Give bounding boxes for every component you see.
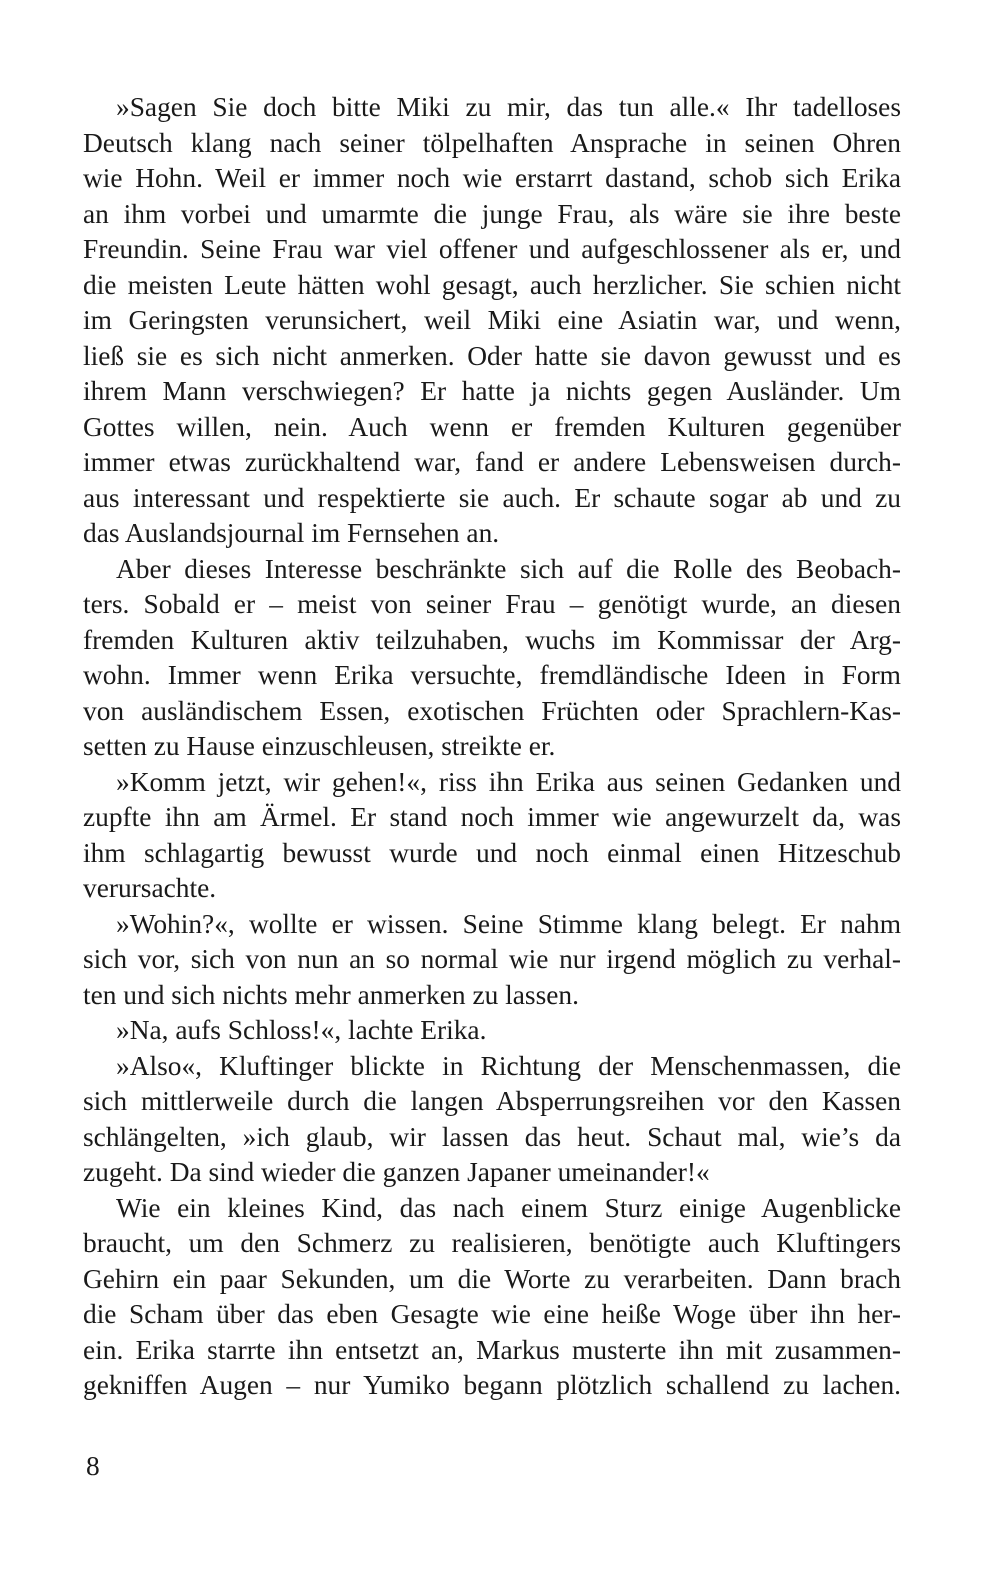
text-line: Freundin. Seine Frau war viel offener und aufgeschlossener als er, und — [83, 234, 901, 264]
text-line: Gehirn ein paar Sekunden, um die Worte zu verarbeiten. Dann brach — [83, 1263, 901, 1294]
text-line: das Auslandsjournal im Fernsehen an. — [83, 518, 500, 548]
text-line: sich vor, sich von nun an so normal wie nur irgend möglich zu verhal- — [83, 944, 901, 974]
text-line: die meisten Leute hätten wohl gesagt, auch herzlicher. Sie schien nicht — [83, 269, 901, 300]
text-line: verursachte. — [83, 873, 217, 903]
text-line: ihrem Mann verschwiegen? Er hatte ja nichts gegen Ausländer. Um — [83, 376, 901, 406]
text-line: »Sagen Sie doch bitte Miki zu mir, das tun alle.« Ihr tadelloses — [116, 92, 901, 122]
text-line: immer etwas zurückhaltend war, fand er andere Lebensweisen durch- — [83, 447, 901, 477]
text-line: ließ sie es sich nicht anmerken. Oder hatte sie davon gewusst und es — [83, 340, 901, 371]
text-line: die Scham über das eben Gesagte wie eine heiße Woge über ihn her- — [83, 1299, 901, 1329]
text-line: von ausländischem Essen, exotischen Früchten oder Sprachlern-Kas- — [83, 695, 901, 726]
text-line: an ihm vorbei und umarmte die junge Frau, als wäre sie ihre beste — [83, 198, 901, 229]
page-number: 8 — [86, 1451, 100, 1481]
text-line: »Also«, Kluftinger blickte in Richtung der Menschenmassen, die — [116, 1050, 901, 1081]
text-line: Deutsch klang nach seiner tölpelhaften Ansprache in seinen Ohren — [83, 127, 901, 158]
text-line: wie Hohn. Weil er immer noch wie erstarrt dastand, schob sich Erika — [83, 163, 901, 193]
text-line: ihm schlagartig bewusst wurde und noch einmal einen Hitzeschub — [83, 837, 901, 868]
text-line: sich mittlerweile durch die langen Absperrungsreihen vor den Kassen — [83, 1086, 901, 1116]
text-line: zupfte ihn am Ärmel. Er stand noch immer wie angewurzelt da, was — [83, 802, 901, 832]
text-line: ten und sich nichts mehr anmerken zu lassen. — [83, 979, 579, 1010]
text-line: Wie ein kleines Kind, das nach einem Sturz einige Augenblicke — [116, 1192, 901, 1223]
text-line: setten zu Hause einzuschleusen, streikte er. — [83, 731, 556, 761]
text-line: im Geringsten verunsichert, weil Miki eine Asiatin war, und wenn, — [83, 305, 901, 335]
text-line: Aber dieses Interesse beschränkte sich auf die Rolle des Beobach- — [116, 553, 901, 584]
text-line: »Wohin?«, wollte er wissen. Seine Stimme klang belegt. Er nahm — [116, 908, 901, 939]
text-line: aus interessant und respektierte sie auch. Er schaute sogar ab und zu — [83, 482, 901, 513]
text-line: »Na, aufs Schloss!«, lachte Erika. — [116, 1015, 487, 1045]
text-line: zugeht. Da sind wieder die ganzen Japaner umeinander!« — [83, 1157, 710, 1187]
text-line: ein. Erika starrte ihn entsetzt an, Markus musterte ihn mit zusammen- — [83, 1334, 901, 1365]
body-text — [83, 90, 901, 1404]
text-line: fremden Kulturen aktiv teilzuhaben, wuchs im Kommissar der Arg- — [83, 624, 901, 655]
text-line: ters. Sobald er – meist von seiner Frau – genötigt wurde, an diesen — [83, 589, 901, 619]
text-line: Gottes willen, nein. Auch wenn er fremden Kulturen gegenüber — [83, 411, 901, 442]
text-line: wohn. Immer wenn Erika versuchte, fremdländische Ideen in Form — [83, 660, 901, 690]
text-line: braucht, um den Schmerz zu realisieren, benötigte auch Kluftingers — [83, 1228, 901, 1258]
text-line: gekniffen Augen – nur Yumiko begann plötzlich schallend zu lachen. — [83, 1370, 901, 1400]
text-line: »Komm jetzt, wir gehen!«, riss ihn Erika aus seinen Gedanken und — [116, 766, 901, 797]
text-line: schlängelten, »ich glaub, wir lassen das heut. Schaut mal, wie’s da — [83, 1121, 901, 1152]
